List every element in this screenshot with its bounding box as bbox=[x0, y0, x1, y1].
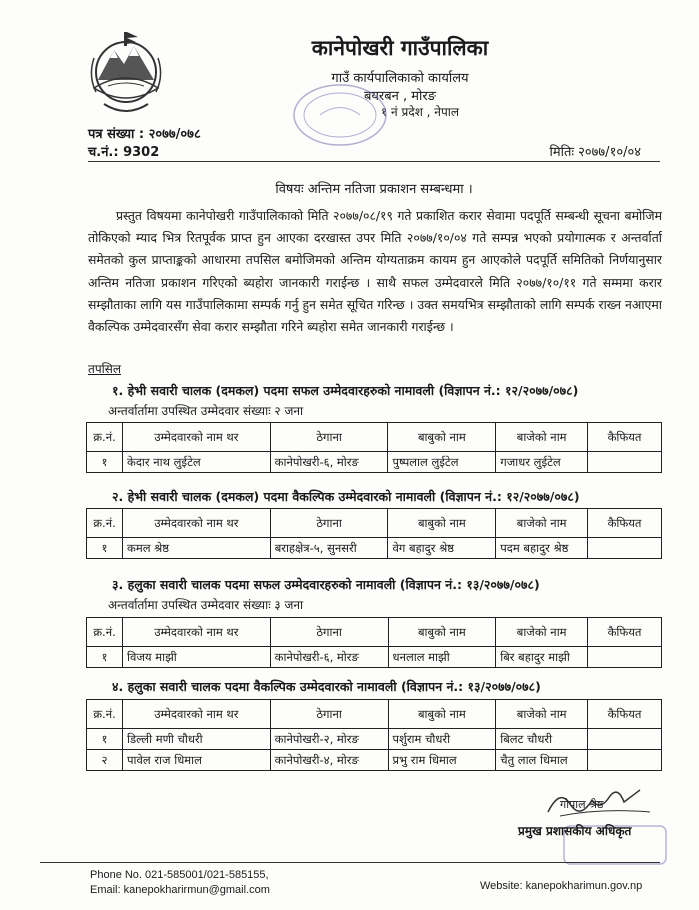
section-1-title: १. हेभी सवारी चालक (दमकल) पदमा सफल उम्मेदवारहरुको नामावली (विज्ञापन नं.: १२/२०७७/०७८) bbox=[112, 383, 579, 398]
section-4-table bbox=[86, 699, 662, 771]
cell bbox=[588, 729, 662, 750]
section-1-subtitle: अन्तर्वार्तामा उपस्थित उम्मेदवार संख्याः २ जना bbox=[108, 404, 304, 418]
table-row bbox=[87, 647, 662, 668]
col-candidate-name: उम्मेदवारको नाम थर bbox=[122, 700, 270, 729]
province-country: १ नं प्रदेश , नेपाल bbox=[380, 105, 460, 119]
col-father-name: बाबुको नाम bbox=[388, 423, 496, 452]
letter-body: प्रस्तुत विषयमा कानेपोखरी गाउँपालिकाको मिति २०७७/०८/१९ गते प्रकाशित करार सेवामा पदपूर्ति सम्बन्धी सूचना बमोजिम तोकिएको म्याद भित्र रितपूर्वक प्राप्त हुन आएका दरखास्त उपर मिति २०७७/१०/०४ गते सम्पन्न भएको प्रयोगात्मक र अन्तर्वार्ता समेतको कुल प्राप्ताङ्कको आधारमा तपसिल बमोजिमको अन्तिम योग्यताक्रम कायम हुन आएकोले पदपूर्ति समितिको निर्णयानुसार अन्तिम नतिजा प्रकाशन गरिएको ब्यहोरा जानकारी गराईन्छ । साथै सफल उम्मेदवारले मिति २०७७/१०/११ गते सम्ममा करार सम्झौताका लागि यस गाउँपालिकामा सम्पर्क गर्नु हुन समेत सूचित गरिन्छ । उक्त समयभित्र सम्झौताको लागि सम्पर्क राख्न नआएमा वैकल्पिक उम्मेदवारसँग सेवा करार सम्झौता गरिने ब्यहोरा समेत जानकारी गराईन्छ । bbox=[88, 208, 662, 335]
col-serial: क्र.नं. bbox=[87, 618, 123, 647]
letter-subject: विषयः अन्तिम नतिजा प्रकाशन सम्बन्धमा । bbox=[275, 182, 473, 197]
cell: १ bbox=[87, 647, 123, 668]
section-4-title: ४. हलुका सवारी चालक पदमा वैकल्पिक उम्मेदवारको नामावली (विज्ञापन नं.: १३/२०७७/०७८) bbox=[112, 679, 541, 694]
cell: चैतु लाल धिमाल bbox=[496, 750, 588, 771]
cell: १ bbox=[87, 729, 123, 750]
section-3-subtitle: अन्तर्वार्तामा उपस्थित उम्मेदवार संख्याः ३ जना bbox=[108, 598, 304, 612]
cell bbox=[588, 452, 662, 473]
cell: १ bbox=[87, 538, 123, 559]
col-remarks: कैफियत bbox=[588, 423, 662, 452]
table-row bbox=[87, 452, 662, 473]
col-candidate-name: उम्मेदवारको नाम थर bbox=[122, 618, 270, 647]
cell: पदम बहादुर श्रेष्ठ bbox=[496, 538, 588, 559]
col-address: ठेगाना bbox=[270, 423, 388, 452]
col-serial: क्र.नं. bbox=[87, 423, 123, 452]
cell: १ bbox=[87, 452, 123, 473]
table-row bbox=[87, 538, 662, 559]
cell: पुष्पलाल लुईटेल bbox=[388, 452, 496, 473]
letter-date: मितिः २०७७/१०/०४ bbox=[549, 145, 641, 160]
col-remarks: कैफियत bbox=[588, 509, 662, 538]
section-3-table bbox=[86, 617, 662, 668]
letter-number: पत्र संख्या : २०७७/०७८ bbox=[88, 127, 201, 142]
col-grandfather-name: बाजेको नाम bbox=[496, 423, 588, 452]
col-serial: क्र.नं. bbox=[87, 700, 123, 729]
cell bbox=[588, 647, 662, 668]
section-1-table bbox=[86, 422, 662, 473]
cell: बिर बहादुर माझी bbox=[496, 647, 588, 668]
cell: बिलट चौधरी bbox=[496, 729, 588, 750]
office-name: गाउँ कार्यपालिकाको कार्यालय bbox=[331, 71, 469, 86]
cell bbox=[588, 750, 662, 771]
cell: धनलाल माझी bbox=[388, 647, 496, 668]
cell: गजाधर लुईटेल bbox=[496, 452, 588, 473]
cell: वेग बहादुर श्रेष्ठ bbox=[388, 538, 496, 559]
signatory-title: प्रमुख प्रशासकीय अधिकृत bbox=[518, 824, 632, 838]
col-father-name: बाबुको नाम bbox=[388, 509, 496, 538]
cell: विजय माझी bbox=[122, 647, 270, 668]
details-heading: तपसिल bbox=[88, 362, 122, 376]
cell: केदार नाथ लुईटेल bbox=[122, 452, 270, 473]
footer-website: Website: kanepokharimun.gov.np bbox=[480, 880, 643, 892]
col-father-name: बाबुको नाम bbox=[388, 700, 496, 729]
col-father-name: बाबुको नाम bbox=[388, 618, 496, 647]
cell: कमल श्रेष्ठ bbox=[122, 538, 270, 559]
col-candidate-name: उम्मेदवारको नाम थर bbox=[122, 509, 270, 538]
dispatch-number: च.नं.: 9302 bbox=[88, 145, 160, 160]
cell: डिल्ली मणी चौधरी bbox=[122, 729, 270, 750]
col-address: ठेगाना bbox=[270, 700, 388, 729]
table-row bbox=[87, 750, 662, 771]
col-candidate-name: उम्मेदवारको नाम थर bbox=[122, 423, 270, 452]
cell: कानेपोखरी-६, मोरङ bbox=[270, 647, 388, 668]
section-3-title: ३. हलुका सवारी चालक पदमा सफल उम्मेदवारहरुको नामावली (विज्ञापन नं.: १३/२०७७/०७८) bbox=[112, 577, 540, 592]
cell bbox=[588, 538, 662, 559]
cell: प्रभु राम धिमाल bbox=[388, 750, 496, 771]
cell: बराहक्षेत्र-५, सुनसरी bbox=[270, 538, 388, 559]
signatory-name: गोपाल श्रेष्ठ bbox=[560, 798, 604, 811]
col-remarks: कैफियत bbox=[588, 618, 662, 647]
footer-email: Email: kanepokharirmun@gmail.com bbox=[90, 884, 270, 896]
col-remarks: कैफियत bbox=[588, 700, 662, 729]
organization-name: कानेपोखरी गाउँपालिका bbox=[311, 36, 489, 60]
header-divider bbox=[88, 161, 660, 162]
office-address: बयरबन , मोरङ bbox=[363, 89, 437, 104]
footer-divider bbox=[40, 862, 660, 863]
section-2-title: २. हेभी सवारी चालक (दमकल) पदमा वैकल्पिक उम्मेदवारको नामावली (विज्ञापन नं.: १२/२०७७/०७८) bbox=[112, 489, 580, 504]
col-serial: क्र.नं. bbox=[87, 509, 123, 538]
col-grandfather-name: बाजेको नाम bbox=[496, 618, 588, 647]
col-address: ठेगाना bbox=[270, 618, 388, 647]
cell: कानेपोखरी-६, मोरङ bbox=[270, 452, 388, 473]
office-stamp-icon bbox=[290, 80, 390, 150]
cell: पावेल राज धिमाल bbox=[122, 750, 270, 771]
cell: कानेपोखरी-२, मोरङ bbox=[270, 729, 388, 750]
cell: पर्शुराम चौधरी bbox=[388, 729, 496, 750]
col-grandfather-name: बाजेको नाम bbox=[496, 700, 588, 729]
government-emblem-icon bbox=[84, 28, 168, 120]
table-row bbox=[87, 729, 662, 750]
footer-phone: Phone No. 021-585001/021-585155, bbox=[90, 869, 269, 881]
cell: २ bbox=[87, 750, 123, 771]
cell: कानेपोखरी-४, मोरङ bbox=[270, 750, 388, 771]
section-2-table bbox=[86, 508, 662, 559]
col-grandfather-name: बाजेको नाम bbox=[496, 509, 588, 538]
col-address: ठेगाना bbox=[270, 509, 388, 538]
